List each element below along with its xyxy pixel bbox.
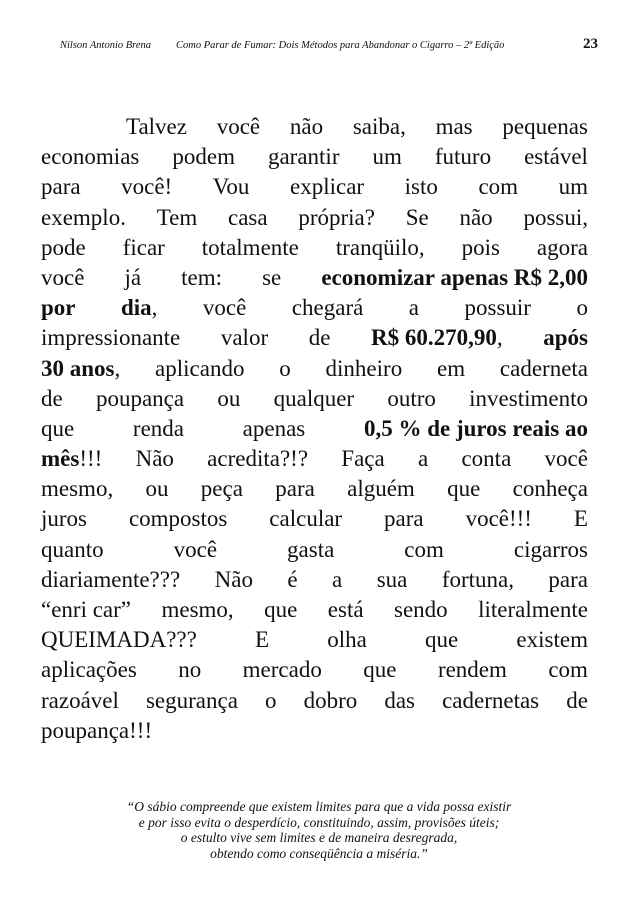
word-text: investimento xyxy=(469,385,588,411)
text-line xyxy=(41,595,588,625)
word xyxy=(243,414,306,444)
word-text: que xyxy=(447,476,481,502)
text-line xyxy=(41,263,588,293)
word xyxy=(576,293,588,323)
word-text: , xyxy=(114,355,121,381)
word xyxy=(548,655,588,685)
word xyxy=(41,504,87,534)
word-text: poupança!!! xyxy=(41,717,153,743)
word-text: existem xyxy=(516,627,588,653)
word xyxy=(462,233,500,263)
word xyxy=(287,565,297,595)
word-text: segurança xyxy=(145,687,238,713)
word xyxy=(146,474,169,504)
word xyxy=(478,172,518,202)
text-line xyxy=(41,354,588,384)
word xyxy=(461,444,511,474)
word-text: rendem xyxy=(437,657,507,683)
word xyxy=(41,323,180,353)
word-text: QUEIMADA??? xyxy=(41,627,197,653)
word xyxy=(41,172,81,202)
word xyxy=(41,686,119,716)
word-text: estável xyxy=(524,144,588,170)
word-text: você!!! xyxy=(465,506,532,532)
word-text: mercado xyxy=(242,657,322,683)
text-line xyxy=(41,655,588,685)
word-text: olha xyxy=(327,627,367,653)
word xyxy=(178,655,201,685)
word-text: você xyxy=(544,446,588,472)
text-line xyxy=(41,112,588,142)
word-text: possui, xyxy=(523,204,588,230)
text-line xyxy=(41,203,588,233)
word xyxy=(126,112,187,142)
word-text: exemplo. xyxy=(41,204,126,230)
word xyxy=(442,565,514,595)
word-text: sua xyxy=(376,566,408,592)
word xyxy=(290,172,364,202)
word xyxy=(269,504,342,534)
word-text: você! xyxy=(121,174,173,200)
page-number: 23 xyxy=(583,36,598,52)
bold-text: R$ 60.270,90 xyxy=(371,325,497,351)
word-text: para xyxy=(384,506,424,532)
word-text: Não xyxy=(135,446,174,472)
word xyxy=(436,112,473,142)
header-book-title: Como Parar de Fumar: Dois Métodos para Abandonar o Cigarro – 2ª Edição xyxy=(176,40,505,51)
word xyxy=(328,595,364,625)
word-text: um xyxy=(372,144,402,170)
word xyxy=(332,565,342,595)
word xyxy=(41,474,113,504)
bold-text: economizar apenas R$ 2,00 xyxy=(321,264,588,290)
word-text: própria? xyxy=(298,204,375,230)
word-text: Se xyxy=(405,204,429,230)
word-text: cadernetas xyxy=(442,687,540,713)
word xyxy=(435,142,491,172)
word-text: aplicações xyxy=(41,657,137,683)
word-text: literalmente xyxy=(478,597,588,622)
word xyxy=(279,354,291,384)
word xyxy=(217,112,260,142)
quote-line: e por isso evita o desperdício, constituindo, assim, provisões úteis; xyxy=(138,814,500,830)
word-text: totalmente xyxy=(201,234,299,260)
word-text: das xyxy=(384,687,415,713)
word-text: que xyxy=(363,657,397,683)
word-text: Tem xyxy=(156,204,198,230)
word xyxy=(41,384,63,414)
word xyxy=(459,203,492,233)
text-line xyxy=(41,686,588,716)
word xyxy=(384,686,415,716)
word-text: a xyxy=(417,446,429,472)
word-text: você xyxy=(173,536,218,562)
word-text: para xyxy=(41,174,81,200)
word-text: , xyxy=(151,295,158,321)
word xyxy=(537,233,588,263)
word-text: quanto xyxy=(41,536,104,562)
word xyxy=(133,414,184,444)
word-text: pois xyxy=(461,234,500,260)
header-author: Nilson Antonio Brena xyxy=(60,40,152,51)
word xyxy=(146,686,238,716)
word-text: com xyxy=(404,536,444,562)
word-text: razoável xyxy=(41,687,119,713)
text-line xyxy=(41,716,588,746)
word-text: conta xyxy=(461,446,512,472)
word xyxy=(545,444,588,474)
word-text: isto xyxy=(404,174,438,200)
word-text: chegará xyxy=(291,295,364,321)
quote-line: “O sábio compreende que existem limites para que a vida possa existir xyxy=(126,799,512,814)
word-text: compostos xyxy=(128,506,228,532)
word-text: com xyxy=(478,174,519,200)
word xyxy=(336,233,425,263)
word-text: tranqüilo, xyxy=(335,234,425,260)
word xyxy=(418,444,428,474)
epigraph-quote xyxy=(60,799,578,861)
word-text: apenas xyxy=(242,415,306,441)
word-text: mesmo, xyxy=(41,476,114,502)
word-text: está xyxy=(327,597,364,622)
word xyxy=(465,293,531,323)
word xyxy=(500,354,588,384)
word-text: impressionante xyxy=(41,325,181,351)
word-text: Vou xyxy=(212,174,250,200)
word-text: outro xyxy=(387,385,436,411)
word xyxy=(207,444,308,474)
word xyxy=(387,384,436,414)
word-text: de xyxy=(41,385,63,411)
word-text: !!! xyxy=(79,446,103,472)
word-text: não xyxy=(289,114,324,139)
word-text: futuro xyxy=(434,144,492,170)
word xyxy=(136,444,174,474)
word xyxy=(574,504,588,534)
word-text: possuir xyxy=(464,295,531,321)
word-text: em xyxy=(437,355,466,381)
word-text: o xyxy=(279,355,291,381)
text-line xyxy=(41,444,588,474)
word-text: você xyxy=(216,114,261,139)
text-line xyxy=(41,625,588,655)
word-text: explicar xyxy=(290,174,365,200)
word-text: que xyxy=(264,597,298,622)
word xyxy=(41,595,131,625)
word xyxy=(41,535,104,565)
word xyxy=(347,474,415,504)
word-text: de xyxy=(566,687,588,713)
word xyxy=(41,142,139,172)
word xyxy=(438,655,507,685)
word xyxy=(124,263,141,293)
word xyxy=(447,474,480,504)
word xyxy=(513,474,588,504)
bold-text: após xyxy=(543,325,588,351)
word xyxy=(290,112,323,142)
word xyxy=(321,263,588,293)
word-text: se xyxy=(262,264,282,290)
word xyxy=(217,384,240,414)
word-text: tem: xyxy=(181,264,223,290)
text-line xyxy=(41,323,588,353)
word xyxy=(121,172,172,202)
word xyxy=(221,323,268,353)
word xyxy=(559,172,588,202)
word xyxy=(326,354,403,384)
word-text: para xyxy=(548,566,588,592)
word-text: Não xyxy=(214,566,253,592)
word-text: sendo xyxy=(394,597,448,622)
word-text: o xyxy=(576,295,588,321)
word xyxy=(304,686,358,716)
word xyxy=(437,354,465,384)
word-text: ou xyxy=(217,385,241,411)
word xyxy=(129,504,227,534)
word-text: saiba, xyxy=(352,114,406,139)
word-text: E xyxy=(573,506,588,532)
page-header xyxy=(40,36,598,56)
bold-text: por xyxy=(41,295,76,321)
word xyxy=(274,384,354,414)
word-text: de xyxy=(308,325,331,351)
quote-line: obtendo como conseqüência a miséria.” xyxy=(210,845,428,861)
word-text: , xyxy=(496,325,503,351)
word-text: para xyxy=(275,476,315,502)
word-text: casa xyxy=(228,204,268,230)
word xyxy=(41,565,180,595)
word xyxy=(469,384,588,414)
word xyxy=(405,172,438,202)
bold-text: 30 anos xyxy=(41,355,115,381)
text-line xyxy=(41,414,588,444)
word-text: a xyxy=(332,566,343,592)
word-text: o xyxy=(265,687,277,713)
word-text: já xyxy=(124,264,142,290)
word-text: você xyxy=(202,295,247,321)
word xyxy=(174,535,217,565)
text-line xyxy=(41,142,588,172)
word-text: valor xyxy=(220,325,269,351)
quote-line: o estulto vive sem limites e de maneira desregrada, xyxy=(180,830,458,845)
word xyxy=(275,474,315,504)
word-text: um xyxy=(558,174,588,200)
word xyxy=(566,686,588,716)
word xyxy=(228,203,268,233)
word xyxy=(524,142,588,172)
word-text: fortuna, xyxy=(441,566,514,592)
word-text: Faça xyxy=(341,446,385,472)
word xyxy=(466,504,532,534)
word xyxy=(123,233,165,263)
word xyxy=(548,565,588,595)
text-line xyxy=(41,233,588,263)
word-text: cigarros xyxy=(513,536,588,562)
word-text: acredita?!? xyxy=(207,446,309,472)
text-line xyxy=(41,504,588,534)
word-text: com xyxy=(548,657,588,683)
word-text: que xyxy=(41,415,75,441)
word-text: dinheiro xyxy=(325,355,403,381)
word-text: peça xyxy=(200,476,243,502)
word-text: juros xyxy=(41,506,87,532)
word xyxy=(478,595,588,625)
word xyxy=(384,504,424,534)
text-line xyxy=(41,474,588,504)
word xyxy=(255,625,269,655)
word xyxy=(516,625,588,655)
word xyxy=(155,354,244,384)
word xyxy=(41,444,102,474)
bold-text: dia xyxy=(120,295,152,321)
word-text: economias xyxy=(41,144,140,170)
word xyxy=(327,625,367,655)
word-text: aplicando xyxy=(155,355,245,381)
word xyxy=(404,535,444,565)
word-text: “enri car” xyxy=(41,597,132,622)
text-line xyxy=(41,535,588,565)
word xyxy=(262,263,281,293)
word xyxy=(287,535,334,565)
word-text: ficar xyxy=(122,234,165,260)
word xyxy=(41,414,74,444)
word xyxy=(215,565,253,595)
word xyxy=(213,172,250,202)
word xyxy=(377,565,408,595)
word xyxy=(442,686,539,716)
word-text: dobro xyxy=(303,687,358,713)
text-line xyxy=(41,565,588,595)
word-text: caderneta xyxy=(499,355,588,381)
word xyxy=(161,595,233,625)
word xyxy=(353,112,406,142)
word xyxy=(514,535,588,565)
word xyxy=(96,384,184,414)
word-text: pequenas xyxy=(502,114,588,139)
word xyxy=(371,323,503,353)
word-text: conheça xyxy=(512,476,588,502)
word-text: alguém xyxy=(347,476,415,502)
word xyxy=(41,203,126,233)
word xyxy=(406,203,429,233)
word-text: que xyxy=(425,627,459,653)
word-text: não xyxy=(459,204,493,230)
word-text: a xyxy=(408,295,420,321)
word-text: calcular xyxy=(269,506,343,532)
text-line xyxy=(41,293,588,323)
word-text: mas xyxy=(435,114,473,139)
word xyxy=(203,293,246,323)
word-text: Talvez xyxy=(126,114,187,139)
word xyxy=(341,444,384,474)
word xyxy=(41,293,76,323)
word xyxy=(181,263,222,293)
word xyxy=(201,474,243,504)
word-text: E xyxy=(255,627,270,653)
word-text: você xyxy=(41,264,85,290)
word xyxy=(41,263,84,293)
word-text: agora xyxy=(536,234,588,260)
bold-text: 0,5 % de juros reais ao xyxy=(363,415,588,441)
word-text: renda xyxy=(132,415,184,441)
bold-text: mês xyxy=(41,446,80,472)
word xyxy=(298,203,375,233)
body-paragraph xyxy=(41,112,588,746)
word xyxy=(264,595,297,625)
word-text: poupança xyxy=(95,385,185,411)
word-text: no xyxy=(178,657,202,683)
text-line xyxy=(41,384,588,414)
word xyxy=(41,625,197,655)
word xyxy=(41,655,137,685)
word xyxy=(243,655,322,685)
word-text: ou xyxy=(145,476,169,502)
word xyxy=(157,203,198,233)
word xyxy=(41,233,86,263)
word xyxy=(409,293,419,323)
word xyxy=(41,716,152,746)
word-text: garantir xyxy=(267,144,340,170)
word-text: gasta xyxy=(287,536,335,562)
word xyxy=(543,323,588,353)
word-text: mesmo, xyxy=(161,597,234,622)
word xyxy=(41,354,120,384)
word xyxy=(363,655,396,685)
text-line xyxy=(41,172,588,202)
word xyxy=(265,686,277,716)
word xyxy=(425,625,458,655)
word xyxy=(309,323,331,353)
word-text: qualquer xyxy=(273,385,355,411)
word xyxy=(394,595,448,625)
word-text: pode xyxy=(41,234,86,260)
word-text: diariamente??? xyxy=(41,566,181,592)
word-text: podem xyxy=(172,144,235,170)
word xyxy=(268,142,340,172)
word xyxy=(202,233,299,263)
word xyxy=(502,112,588,142)
word xyxy=(172,142,235,172)
word-text: é xyxy=(287,566,298,592)
word xyxy=(292,293,364,323)
word xyxy=(121,293,157,323)
word xyxy=(372,142,401,172)
word xyxy=(523,203,588,233)
word xyxy=(364,414,588,444)
